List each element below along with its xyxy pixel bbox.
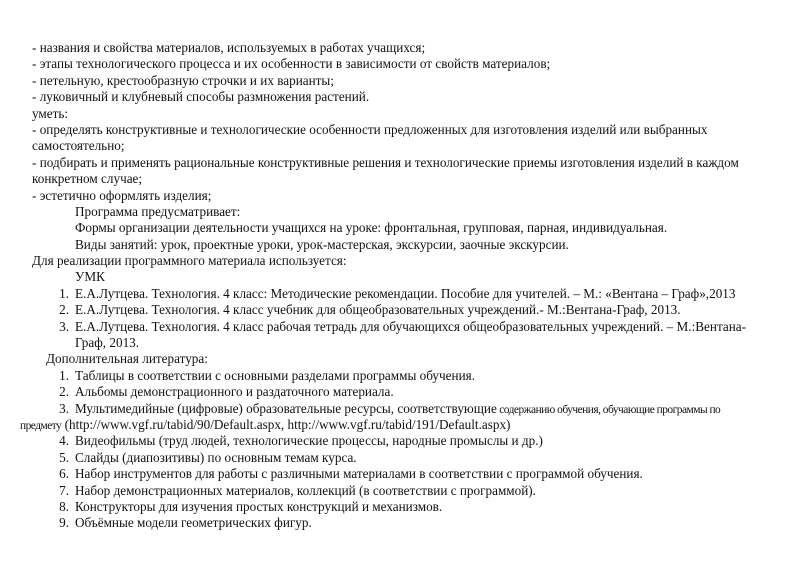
umk-heading: УМК bbox=[75, 269, 105, 285]
know-item: - названия и свойства материалов, используемых в работах учащихся; bbox=[32, 40, 426, 55]
extra-heading: Дополнительная литература: bbox=[46, 351, 208, 367]
item-text: Конструкторы для изучения простых конструкций и механизмов. bbox=[75, 498, 443, 514]
extra-item bbox=[0, 483, 800, 499]
extra-item bbox=[0, 401, 800, 417]
skill-item: - определять конструктивные и технологические особенности предложенных для изготовления изделий или выбранных bbox=[32, 121, 708, 137]
item-number: 9. bbox=[59, 515, 69, 531]
item-number: 2. bbox=[59, 384, 69, 400]
item-number: 2. bbox=[59, 302, 69, 318]
item-number: 3. bbox=[59, 318, 69, 334]
program-forms: Формы организации деятельности учащихся на уроке: фронтальная, групповая, парная, индивидуальная. bbox=[75, 220, 668, 236]
extra-item bbox=[0, 384, 800, 400]
item-text: Е.А.Лутцева. Технология. 4 класс рабочая тетрадь для обучающихся общеобразовательных учреждений. – М.:Вентана- bbox=[75, 318, 747, 334]
umk-item bbox=[0, 286, 800, 302]
realization-text: Для реализации программного материала используется: bbox=[32, 253, 347, 269]
item-number: 1. bbox=[59, 367, 69, 383]
skills-heading: уметь: bbox=[32, 105, 69, 121]
links-text: (http://www.vgf.ru/tabid/90/Default.aspx, http://www.vgf.ru/tabid/191/Default.aspx) bbox=[61, 416, 511, 432]
know-item: - петельную, крестообразную строчки и их варианты; bbox=[32, 72, 334, 88]
item-number: 5. bbox=[59, 449, 69, 465]
skill-item: - эстетично оформлять изделия; bbox=[32, 187, 212, 203]
item-text: Объёмные модели геометрических фигур. bbox=[75, 515, 312, 531]
item-text: Видеофильмы (труд людей, технологические процессы, народные промыслы и др.) bbox=[75, 433, 543, 449]
item-text: Таблицы в соответствии с основными разделами программы обучения. bbox=[75, 367, 475, 383]
umk-item bbox=[0, 319, 800, 335]
know-item: - этапы технологического процесса и их особенности в зависимости от свойств материалов; bbox=[32, 56, 551, 72]
item-text: Набор инструментов для работы с различными материалами в соответствии с программой обучения. bbox=[75, 466, 643, 482]
program-intro: Программа предусматривает: bbox=[75, 203, 241, 219]
document-page bbox=[0, 40, 800, 532]
program-types: Виды занятий: урок, проектные уроки, урок-мастерская, экскурсии, заочные экскурсии. bbox=[75, 236, 569, 252]
extra-item bbox=[0, 466, 800, 482]
item-text: Мультимедийные (цифровые) образовательные ресурсы, соответствующие bbox=[75, 400, 497, 416]
item-number: 3. bbox=[59, 400, 69, 416]
extra-item bbox=[0, 450, 800, 466]
skill-item-cont: самостоятельно; bbox=[32, 138, 125, 154]
know-item: - луковичный и клубневый способы размножения растений. bbox=[32, 89, 370, 105]
item-number: 4. bbox=[59, 433, 69, 449]
extra-item bbox=[0, 368, 800, 384]
item-number: 7. bbox=[59, 482, 69, 498]
item-text: Слайды (диапозитивы) по основным темам курса. bbox=[75, 449, 357, 465]
extra-item-cont bbox=[0, 417, 800, 433]
item-number: 1. bbox=[59, 285, 69, 301]
extra-item bbox=[0, 499, 800, 515]
umk-item bbox=[0, 302, 800, 318]
item-text: Е.А.Лутцева. Технология. 4 класс: Методические рекомендации. Пособие для учителей. – М.: «Вентана – Граф»,2013 bbox=[75, 285, 736, 301]
skill-item-cont: конкретном случае; bbox=[32, 171, 143, 187]
item-text: Альбомы демонстрационного и раздаточного материала. bbox=[75, 384, 394, 400]
extra-item bbox=[0, 515, 800, 531]
item-text-small: содержанию обучения, обучающие программы по bbox=[496, 403, 721, 416]
item-number: 8. bbox=[59, 498, 69, 514]
item-text: Набор демонстрационных материалов, коллекций (в соответствии с программой). bbox=[75, 482, 536, 498]
item-number: 6. bbox=[59, 466, 69, 482]
skill-item: - подбирать и применять рациональные конструктивные решения и технологические приемы изготовления изделий в каждом bbox=[32, 154, 739, 170]
item-text: Е.А.Лутцева. Технология. 4 класс учебник для общеобразовательных учреждений.- М.:Вентана-Граф, 2013. bbox=[75, 302, 681, 318]
umk-item-cont: Граф, 2013. bbox=[75, 335, 140, 351]
extra-item bbox=[0, 433, 800, 449]
item-text-small: предмету bbox=[20, 419, 62, 432]
